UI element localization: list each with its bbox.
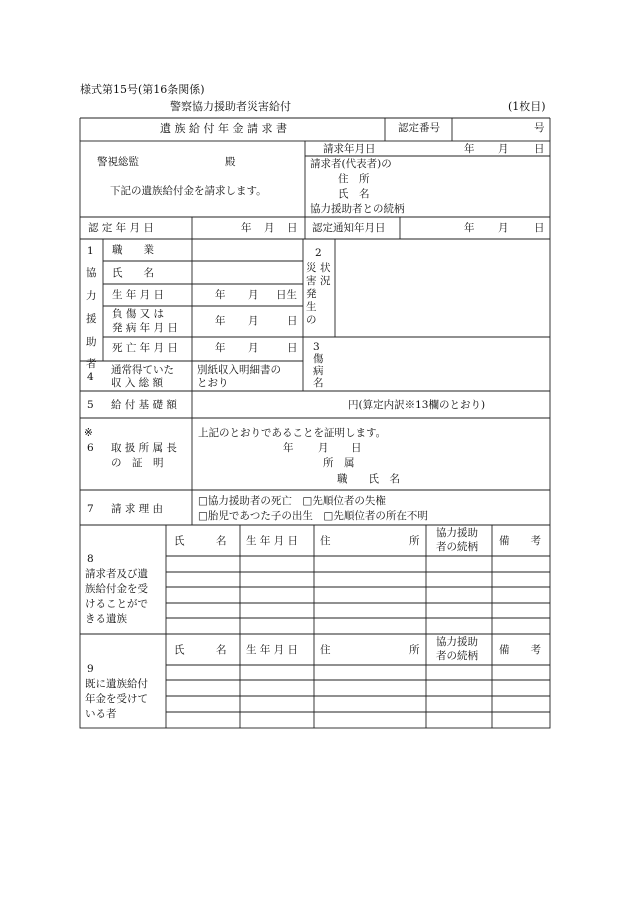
request-month: 月 (498, 143, 509, 155)
eligible-label-3: けることがで (85, 598, 148, 610)
office-cert-label-2: の 証 明 (111, 457, 164, 469)
section-8-number: 8 (87, 553, 94, 565)
circ-sub-3: 発 (306, 288, 317, 300)
helper-v-1: 協 (86, 267, 97, 279)
cert-date-label: 認 定 年 月 日 (88, 222, 154, 234)
section-9-number: 9 (87, 663, 94, 675)
existing-label-3: いる者 (85, 708, 117, 720)
office-cert-label-1: 取 扱 所 属 長 (111, 442, 177, 454)
col-relation-8a: 協力援助 (436, 527, 478, 539)
circ-label-2: 況 (320, 275, 331, 287)
income-label-1: 通常得ていた (111, 364, 174, 376)
reason-label: 請 求 理 由 (111, 503, 164, 515)
office-cert-month: 月 (318, 442, 329, 454)
circ-sub-4: 生 (306, 301, 317, 313)
income-value-2: とおり (197, 377, 229, 389)
notice-month: 月 (498, 222, 509, 234)
form-title: 遺 族 給 付 年 金 請 求 書 (160, 122, 287, 135)
section-5-number: 5 (87, 399, 94, 411)
office-cert-affiliation: 所 属 (323, 457, 355, 469)
eligible-label-2: 族給付金を受 (85, 583, 148, 595)
claimant-label: 請求者(代表者)の (310, 158, 392, 170)
office-cert-year: 年 (283, 442, 294, 454)
reason-option-row-2[interactable]: □胎児であつた子の出生 □先順位者の所在不明 (198, 510, 428, 522)
death-date-label: 死 亡 年 月 日 (112, 342, 178, 354)
form-number: 様式第15号(第16条関係) (80, 83, 205, 96)
cert-number-label: 認定番号 (398, 122, 440, 134)
claimant-relation-label: 協力援助者との続柄 (310, 203, 405, 215)
section-4-number: 4 (87, 371, 94, 383)
birth-year: 年 (215, 289, 226, 301)
office-cert-day: 日 (351, 442, 362, 454)
base-amount-label: 給 付 基 礎 額 (111, 399, 177, 411)
reason-option-row-1[interactable]: □協力援助者の死亡 □先順位者の失権 (198, 495, 386, 507)
injury-month: 月 (248, 315, 259, 327)
col-relation-9b: 者の続柄 (436, 650, 478, 662)
injury-year: 年 (215, 315, 226, 327)
section-2-number: 2 (315, 247, 322, 259)
circ-sub-2: 害 (306, 275, 317, 287)
section-3-number: 3 (313, 341, 320, 353)
request-year: 年 (464, 143, 475, 155)
col-address-8b: 所 (409, 535, 420, 547)
income-value-1: 別紙収入明細書の (197, 364, 281, 376)
death-year: 年 (215, 342, 226, 354)
col-address-9b: 所 (409, 644, 420, 656)
col-relation-8b: 者の続柄 (436, 541, 478, 553)
col-remarks-9: 備 考 (499, 644, 541, 656)
birth-date-label: 生 年 月 日 (112, 289, 165, 301)
cert-number-go: 号 (534, 122, 545, 134)
circ-sub-5: の (306, 314, 317, 326)
eligible-label-4: きる遺族 (85, 613, 127, 625)
addressee: 警視総監 (97, 156, 139, 168)
base-amount-value: 円(算定内訳※13欄のとおり) (348, 399, 486, 411)
disease-label-2: 病 (313, 365, 324, 377)
helper-v-4: 助 (86, 336, 97, 348)
notice-year: 年 (464, 222, 475, 234)
section-6-mark: ※ (84, 427, 93, 439)
cert-month: 月 (264, 222, 275, 234)
col-address-9a: 住 (320, 644, 331, 656)
injury-date-label-2: 発 病 年 月 日 (112, 322, 178, 334)
disease-label-3: 名 (313, 377, 324, 389)
notice-date-label: 認定通知年月日 (312, 222, 386, 234)
notice-day: 日 (534, 222, 545, 234)
col-birth-8: 生 年 月 日 (246, 535, 299, 547)
income-label-2: 収 入 総 額 (111, 377, 164, 389)
occupation-label: 職 業 (112, 244, 154, 256)
death-month: 月 (248, 342, 259, 354)
cert-day: 日 (287, 222, 298, 234)
col-relation-9a: 協力援助 (436, 636, 478, 648)
honorific: 殿 (225, 156, 236, 168)
office-cert-title-name: 職 氏 名 (337, 473, 400, 485)
circ-label-1: 状 (320, 262, 331, 274)
request-statement: 下記の遺族給付金を請求します。 (110, 185, 267, 197)
existing-label-1: 既に遺族給付 (85, 678, 148, 690)
section-6-number: 6 (87, 442, 94, 454)
col-name-8: 氏 名 (174, 535, 227, 547)
form-subtitle: 警察協力援助者災害給付 (170, 100, 291, 113)
birth-month: 月 (248, 289, 259, 301)
existing-label-2: 年金を受けて (85, 693, 148, 705)
cert-year: 年 (241, 222, 252, 234)
helper-name-label: 氏 名 (112, 267, 154, 279)
col-name-9: 氏 名 (174, 644, 227, 656)
col-birth-9: 生 年 月 日 (246, 644, 299, 656)
helper-v-5: 者 (86, 358, 97, 370)
death-day: 日 (287, 342, 298, 354)
birth-day-suffix: 日生 (276, 289, 297, 301)
col-remarks-8: 備 考 (499, 535, 541, 547)
helper-v-3: 援 (86, 313, 97, 325)
page-number: (1枚目) (508, 100, 546, 113)
helper-v-2: 力 (86, 290, 97, 302)
office-cert-statement: 上記のとおりであることを証明します。 (198, 427, 387, 439)
disease-label-1: 傷 (313, 353, 324, 365)
col-address-8a: 住 (320, 535, 331, 547)
request-date-label: 請求年月日 (323, 143, 376, 155)
section-7-number: 7 (87, 503, 94, 515)
request-day: 日 (534, 143, 545, 155)
injury-day: 日 (287, 315, 298, 327)
injury-date-label-1: 負 傷 又 は (112, 308, 165, 320)
circ-sub-1: 災 (306, 262, 317, 274)
claimant-name-label: 氏 名 (338, 188, 370, 200)
claimant-address-label: 住 所 (338, 173, 370, 185)
section-1-number: 1 (87, 245, 94, 257)
eligible-label-1: 請求者及び遺 (85, 568, 148, 580)
